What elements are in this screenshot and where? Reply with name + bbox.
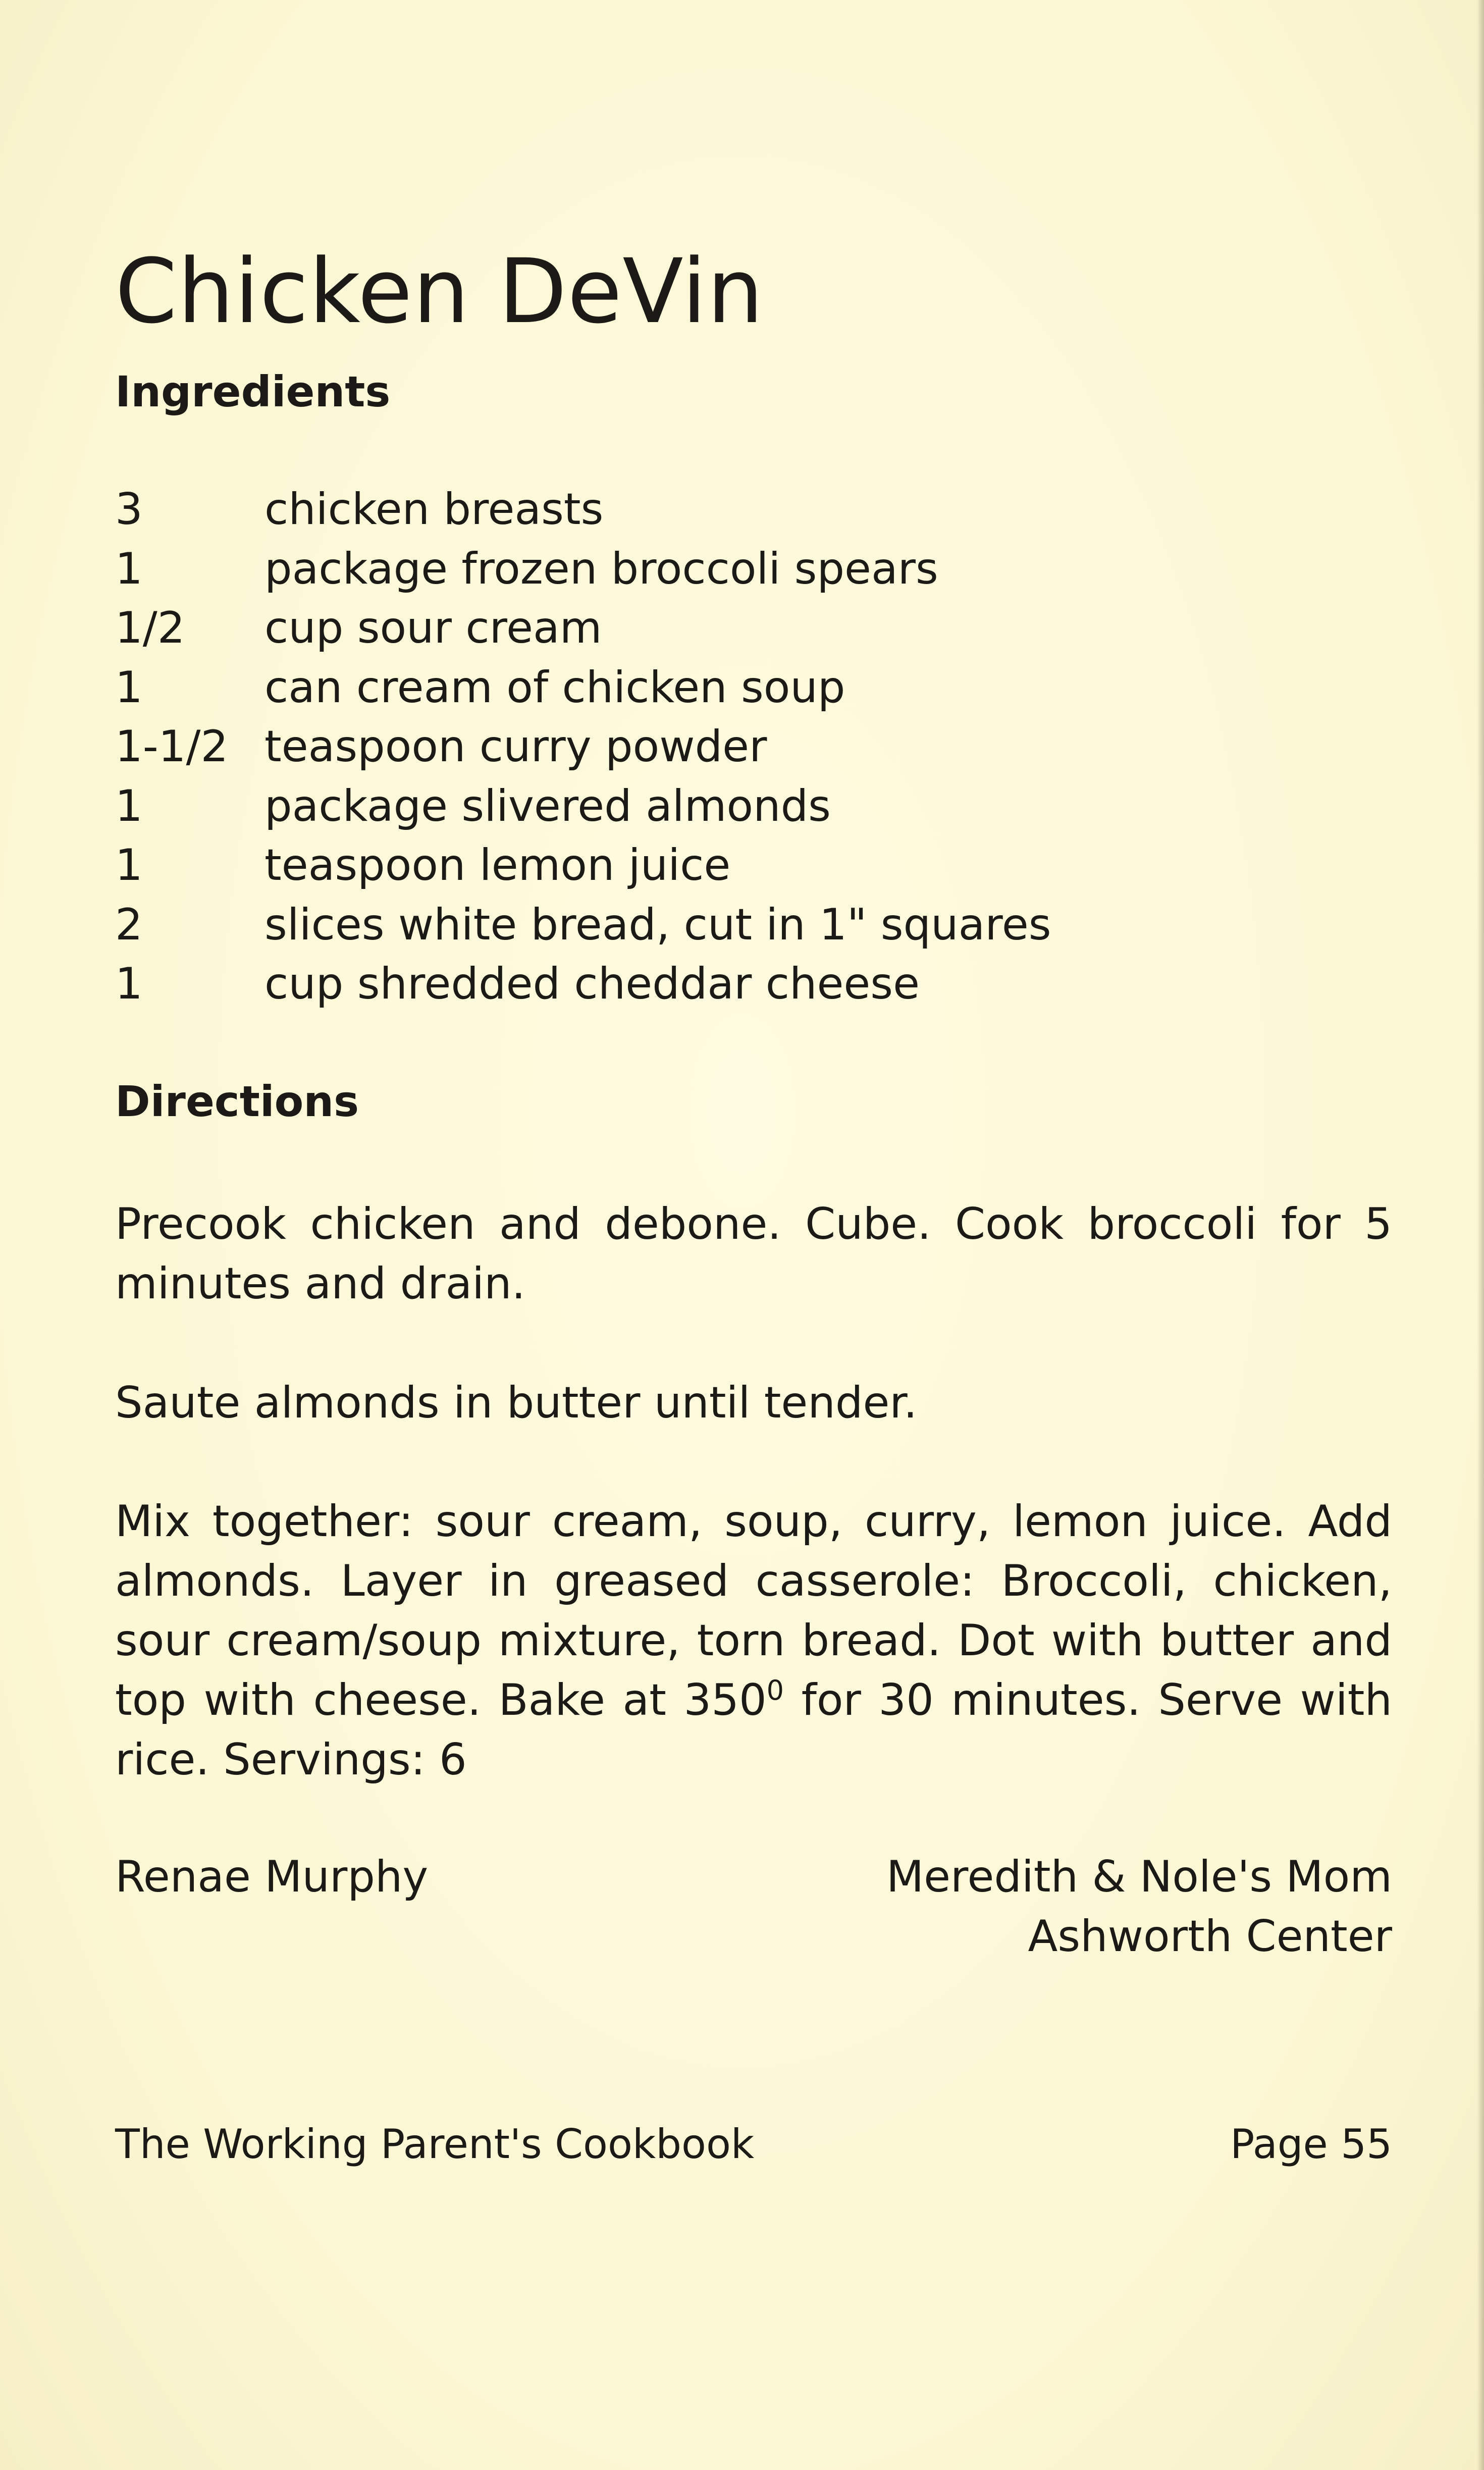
ingredient-qty: 1 — [115, 959, 143, 1009]
contributor-center: Ashworth Center — [1028, 1911, 1392, 1962]
ingredient-row — [115, 484, 1377, 547]
ingredients-list — [115, 484, 1377, 1022]
ingredient-qty: 2 — [115, 899, 143, 950]
recipe-title: Chicken DeVin — [115, 239, 764, 343]
directions-paragraph — [115, 1492, 1392, 1790]
footer-page-number: Page 55 — [1230, 2121, 1392, 2168]
footer-book-title: The Working Parent's Cookbook — [115, 2121, 755, 2168]
ingredient-row — [115, 662, 1377, 725]
directions-text: Mix together: sour cream, soup, curry, lemon juice. Add almonds. Layer in greased casserole: Broccoli, chicken, sour cream/soup mixture, torn bread. Dot with butter and top with cheese. Bake at 350 — [115, 1496, 1392, 1725]
ingredient-item: cup sour cream — [264, 603, 602, 653]
ingredient-row — [115, 840, 1377, 903]
ingredient-row — [115, 959, 1377, 1022]
ingredient-qty: 1 — [115, 662, 143, 713]
ingredient-qty: 1 — [115, 840, 143, 890]
ingredient-item: package frozen broccoli spears — [264, 543, 938, 594]
ingredient-qty: 3 — [115, 484, 143, 535]
ingredient-qty: 1/2 — [115, 603, 185, 653]
ingredient-item: chicken breasts — [264, 484, 604, 535]
ingredient-row — [115, 603, 1377, 666]
ingredient-item: can cream of chicken soup — [264, 662, 845, 713]
directions-text: for 30 minutes. Serve with rice. Servings: 6 — [115, 1675, 1392, 1785]
ingredient-row — [115, 721, 1377, 784]
contributor-name: Renae Murphy — [115, 1852, 429, 1902]
ingredient-qty: 1 — [115, 780, 143, 831]
ingredient-row — [115, 543, 1377, 607]
ingredient-item: teaspoon curry powder — [264, 721, 767, 772]
degree-superscript: 0 — [766, 1674, 784, 1706]
ingredient-item: package slivered almonds — [264, 780, 831, 831]
ingredient-qty: 1 — [115, 543, 143, 594]
directions-paragraph: Saute almonds in butter until tender. — [115, 1378, 918, 1428]
directions-heading: Directions — [115, 1077, 359, 1126]
contributor-relation: Meredith & Nole's Mom — [886, 1852, 1392, 1902]
contributor-affiliation — [886, 1847, 1392, 1966]
ingredients-heading: Ingredients — [115, 367, 391, 416]
ingredient-item: cup shredded cheddar cheese — [264, 959, 920, 1009]
ingredient-item: teaspoon lemon juice — [264, 840, 731, 890]
ingredient-qty: 1-1/2 — [115, 721, 229, 772]
ingredient-row — [115, 780, 1377, 844]
directions-paragraph: Precook chicken and debone. Cube. Cook broccoli for 5 minutes and drain. — [115, 1199, 1392, 1309]
ingredient-row — [115, 899, 1377, 963]
page-edge-shadow — [1477, 0, 1484, 2470]
ingredient-item: slices white bread, cut in 1" squares — [264, 899, 1051, 950]
